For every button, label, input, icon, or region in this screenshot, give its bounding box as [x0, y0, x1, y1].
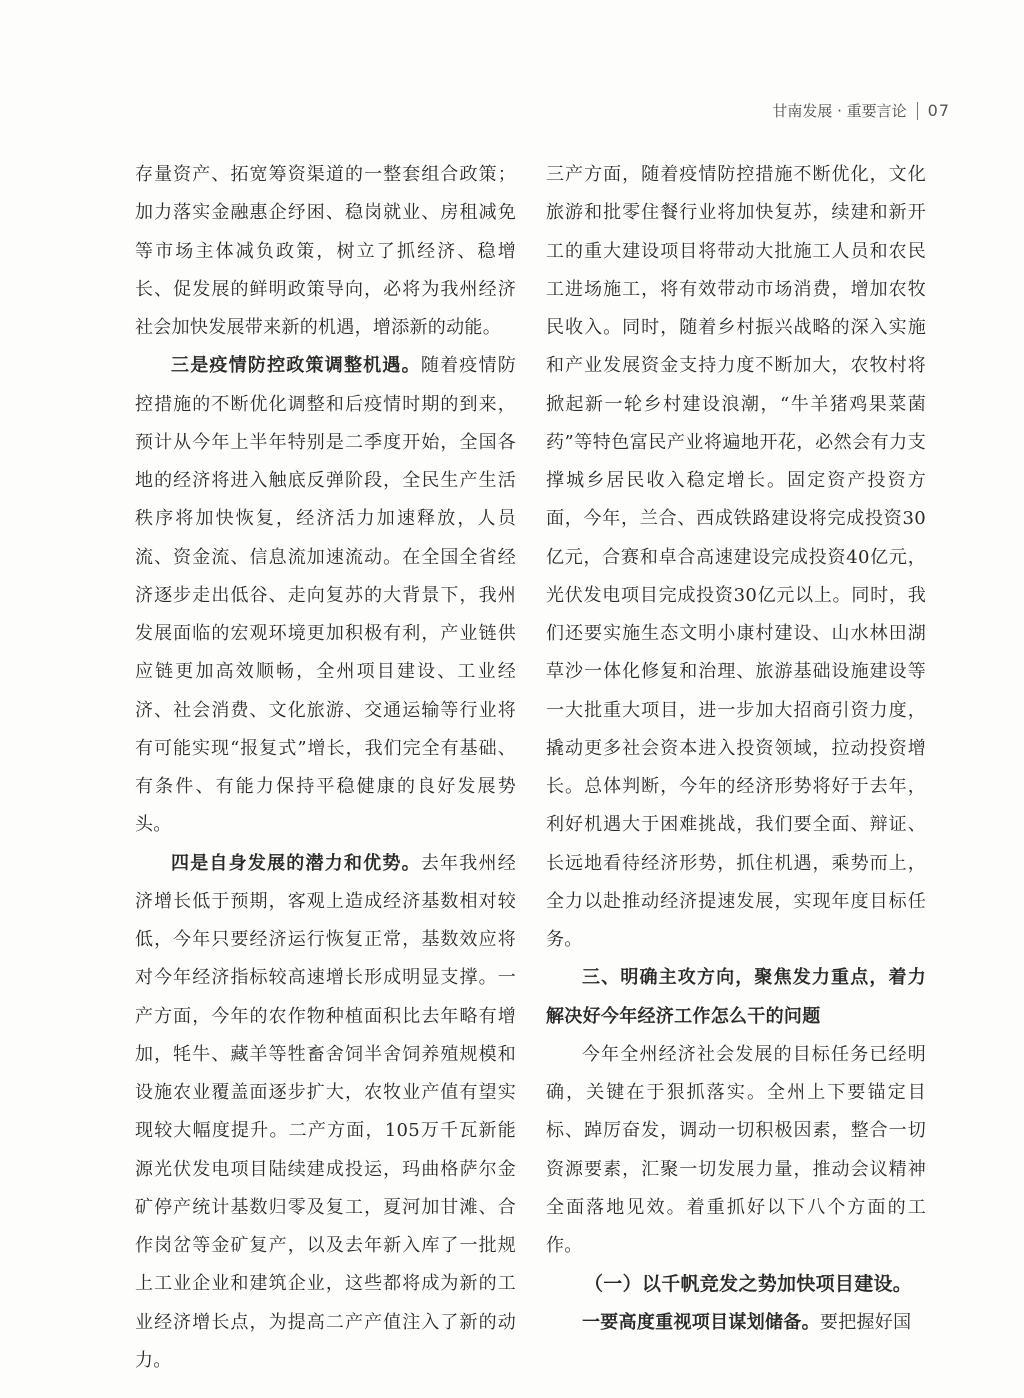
paragraph: [135, 347, 516, 844]
paragraph-lead: 一要高度重视项目谋划储备。: [582, 1311, 820, 1333]
paragraph-body: 随着疫情防控措施的不断优化调整和后疫情时期的到来，预计从今年上半年特别是二季度开始，全国各地的经济将进入触底反弹阶段，全民生产生活秩序将加快恢复，经济活力加速释放，人员流、资金流、信息流加速流动。在全国全省经济逐步走出低谷、走向复苏的大背景下，我州发展面临的宏观环境更加积极有利，产业链供应链更加高效顺畅，全州项目建设、工业经济、社会消费、文化旅游、交通运输等行业将有可能实现“报复式”增长，我们完全有基础、有条件、有能力保持平稳健康的良好发展势头。: [135, 355, 516, 836]
paragraph: [546, 1304, 926, 1342]
page-number: 07: [927, 101, 950, 120]
paragraph: [135, 845, 516, 1381]
left-column: [135, 156, 516, 1380]
paragraph: 存量资产、拓宽筹资渠道的一整套组合政策；加力落实金融惠企纾困、稳岗就业、房租减免等市场主体减负政策，树立了抓经济、稳增长、促发展的鲜明政策导向，必将为我州经济社会加快发展带来新的机遇，增添新的动能。: [135, 164, 516, 338]
paragraph-lead: 三是疫情防控政策调整机遇。: [171, 355, 421, 377]
paragraph-body: 要把握好国: [819, 1311, 912, 1333]
section-title: 甘南发展 · 重要言论: [772, 102, 907, 120]
paragraph: 三产方面，随着疫情防控措施不断优化，文化旅游和批零住餐行业将加快复苏，续建和新开工的重大建设项目将带动大批施工人员和农民工进场施工，将有效带动市场消费，增加农牧民收入。同时，随着乡村振兴战略的深入实施和产业发展资金支持力度不断加大，农牧村将掀起新一轮乡村建设浪潮，“牛羊猪鸡果菜菌药”等特色富民产业将遍地开花，必然会有力支撑城乡居民收入稳定增长。固定资产投资方面，今年，兰合、西成铁路建设将完成投资30亿元，合赛和卓合高速建设完成投资40亿元，光伏发电项目完成投资30亿元以上。同时，我们还要实施生态文明小康村建设、山水林田湖草沙一体化修复和治理、旅游基础设施建设等一大批重大项目，进一步加大招商引资力度，撬动更多社会资本进入投资领域，拉动投资增长。总体判断，今年的经济形势将好于去年，利好机遇大于困难挑战，我们要全面、辩证、长远地看待经济形势，抓住机遇，乘势而上，全力以赴推动经济提速发展，实现年度目标任务。: [546, 164, 926, 950]
paragraph: 今年全州经济社会发展的目标任务已经明确，关键在于狠抓落实。全州上下要锚定目标、踔厉奋发，调动一切积极因素，整合一切资源要素，汇聚一切发展力量，推动会议精神全面落地见效。着重抓好以下八个方面的工作。: [546, 1043, 926, 1256]
paragraph-body: 去年我州经济增长低于预期，客观上造成经济基数相对较低，今年只要经济运行恢复正常，基数效应将对今年经济指标较高速增长形成明显支撑。一产方面，今年的农作物种植面积比去年略有增加，牦牛、藏羊等牲畜舍饲半舍饲养殖规模和设施农业覆盖面逐步扩大，农牧业产值有望实现较大幅度提升。二产方面，105万千瓦新能源光伏发电项目陆续建成投运，玛曲格萨尔金矿停产统计基数归零及复工，夏河加甘滩、合作岗岔等金矿复产，以及去年新入库了一批规上工业企业和建筑企业，这些都将成为新的工业经济增长点，为提高二产产值注入了新的动力。: [135, 852, 516, 1371]
paragraph-lead: 四是自身发展的潜力和优势。: [171, 852, 421, 874]
running-header: [772, 100, 950, 121]
sub-heading: （一）以千帆竞发之势加快项目建设。: [584, 1273, 913, 1296]
section-heading: 三、明确主攻方向，聚焦发力重点，着力解决好今年经济工作怎么干的问题: [546, 967, 926, 1027]
header-divider: [917, 102, 918, 120]
right-column: [546, 156, 926, 1342]
